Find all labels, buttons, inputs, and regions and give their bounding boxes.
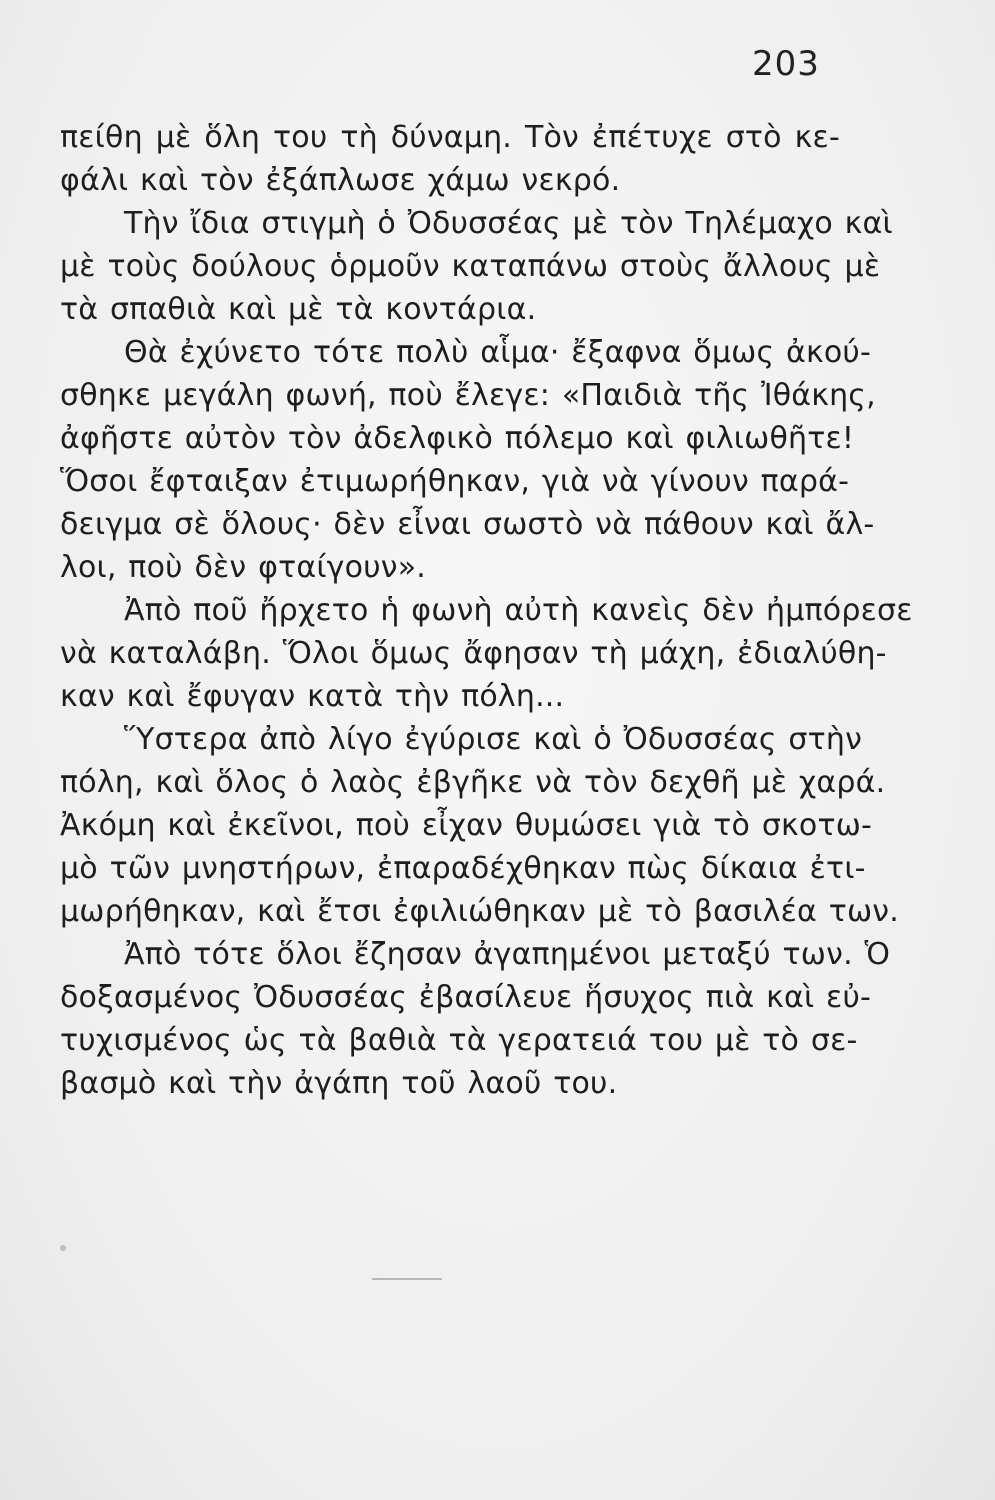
text-line: Θὰ ἐχύνετο τότε πολὺ αἷμα· ἔξαφνα ὅμως ἀκού-: [124, 335, 871, 370]
text-line: δοξασμένος Ὀδυσσέας ἐβασίλευε ἥσυχος πιὰ καὶ εὐ-: [60, 980, 872, 1015]
text-line: καν καὶ ἔφυγαν κατὰ τὴν πόλη...: [60, 679, 565, 714]
text-line: τὰ σπαθιὰ καὶ μὲ τὰ κοντάρια.: [60, 292, 537, 327]
text-line: Ὅσοι ἔφταιξαν ἐτιμωρήθηκαν, γιὰ νὰ γίνουν παρά-: [60, 464, 850, 499]
ink-speck: [60, 1245, 66, 1251]
text-line: σθηκε μεγάλη φωνή, ποὺ ἔλεγε: «Παιδιὰ τῆς Ἰθάκης,: [60, 378, 876, 413]
text-line: πείθη μὲ ὅλη του τὴ δύναμη. Τὸν ἐπέτυχε στὸ κε-: [60, 120, 840, 155]
text-line: ἀφῆστε αὐτὸν τὸν ἀδελφικὸ πόλεμο καὶ φιλιωθῆτε!: [60, 421, 855, 456]
text-line: δειγμα σὲ ὅλους· δὲν εἶναι σωστὸ νὰ πάθουν καὶ ἄλ-: [60, 507, 875, 542]
text-line: τυχισμένος ὡς τὰ βαθιὰ τὰ γερατειά του μὲ τὸ σε-: [60, 1023, 858, 1058]
text-line: Τὴν ἴδια στιγμὴ ὁ Ὀδυσσέας μὲ τὸν Τηλέμαχο καὶ: [124, 206, 893, 241]
bleed-through-mark: [372, 1278, 442, 1280]
text-line: μὸ τῶν μνηστήρων, ἐπαραδέχθηκαν πὼς δίκαια ἐτι-: [60, 851, 866, 886]
text-line: Ἀπὸ τότε ὅλοι ἔζησαν ἀγαπημένοι μεταξύ των. Ὁ: [124, 937, 891, 972]
text-line: νὰ καταλάβη. Ὅλοι ὅμως ἄφησαν τὴ μάχη, ἐδιαλύθη-: [60, 636, 887, 671]
body-text: [60, 116, 913, 1105]
text-line: Ὕστερα ἀπὸ λίγο ἐγύρισε καὶ ὁ Ὀδυσσέας στὴν: [124, 722, 863, 757]
text-line: Ἀπὸ ποῦ ἤρχετο ἡ φωνὴ αὐτὴ κανεὶς δὲν ἠμπόρεσε: [124, 593, 913, 628]
text-line: μωρήθηκαν, καὶ ἔτσι ἐφιλιώθηκαν μὲ τὸ βασιλέα των.: [60, 894, 899, 929]
text-line: Ἀκόμη καὶ ἐκεῖνοι, ποὺ εἶχαν θυμώσει γιὰ τὸ σκοτω-: [60, 808, 873, 843]
text-line: πόλη, καὶ ὅλος ὁ λαὸς ἐβγῆκε νὰ τὸν δεχθῆ μὲ χαρά.: [60, 765, 886, 800]
page-number: 203: [752, 44, 820, 84]
text-line: φάλι καὶ τὸν ἐξάπλωσε χάμω νεκρό.: [60, 163, 621, 198]
text-line: βασμὸ καὶ τὴν ἀγάπη τοῦ λαοῦ του.: [60, 1066, 618, 1101]
text-line: λοι, ποὺ δὲν φταίγουν».: [60, 550, 427, 585]
text-line: μὲ τοὺς δούλους ὁρμοῦν καταπάνω στοὺς ἄλλους μὲ: [60, 249, 881, 284]
